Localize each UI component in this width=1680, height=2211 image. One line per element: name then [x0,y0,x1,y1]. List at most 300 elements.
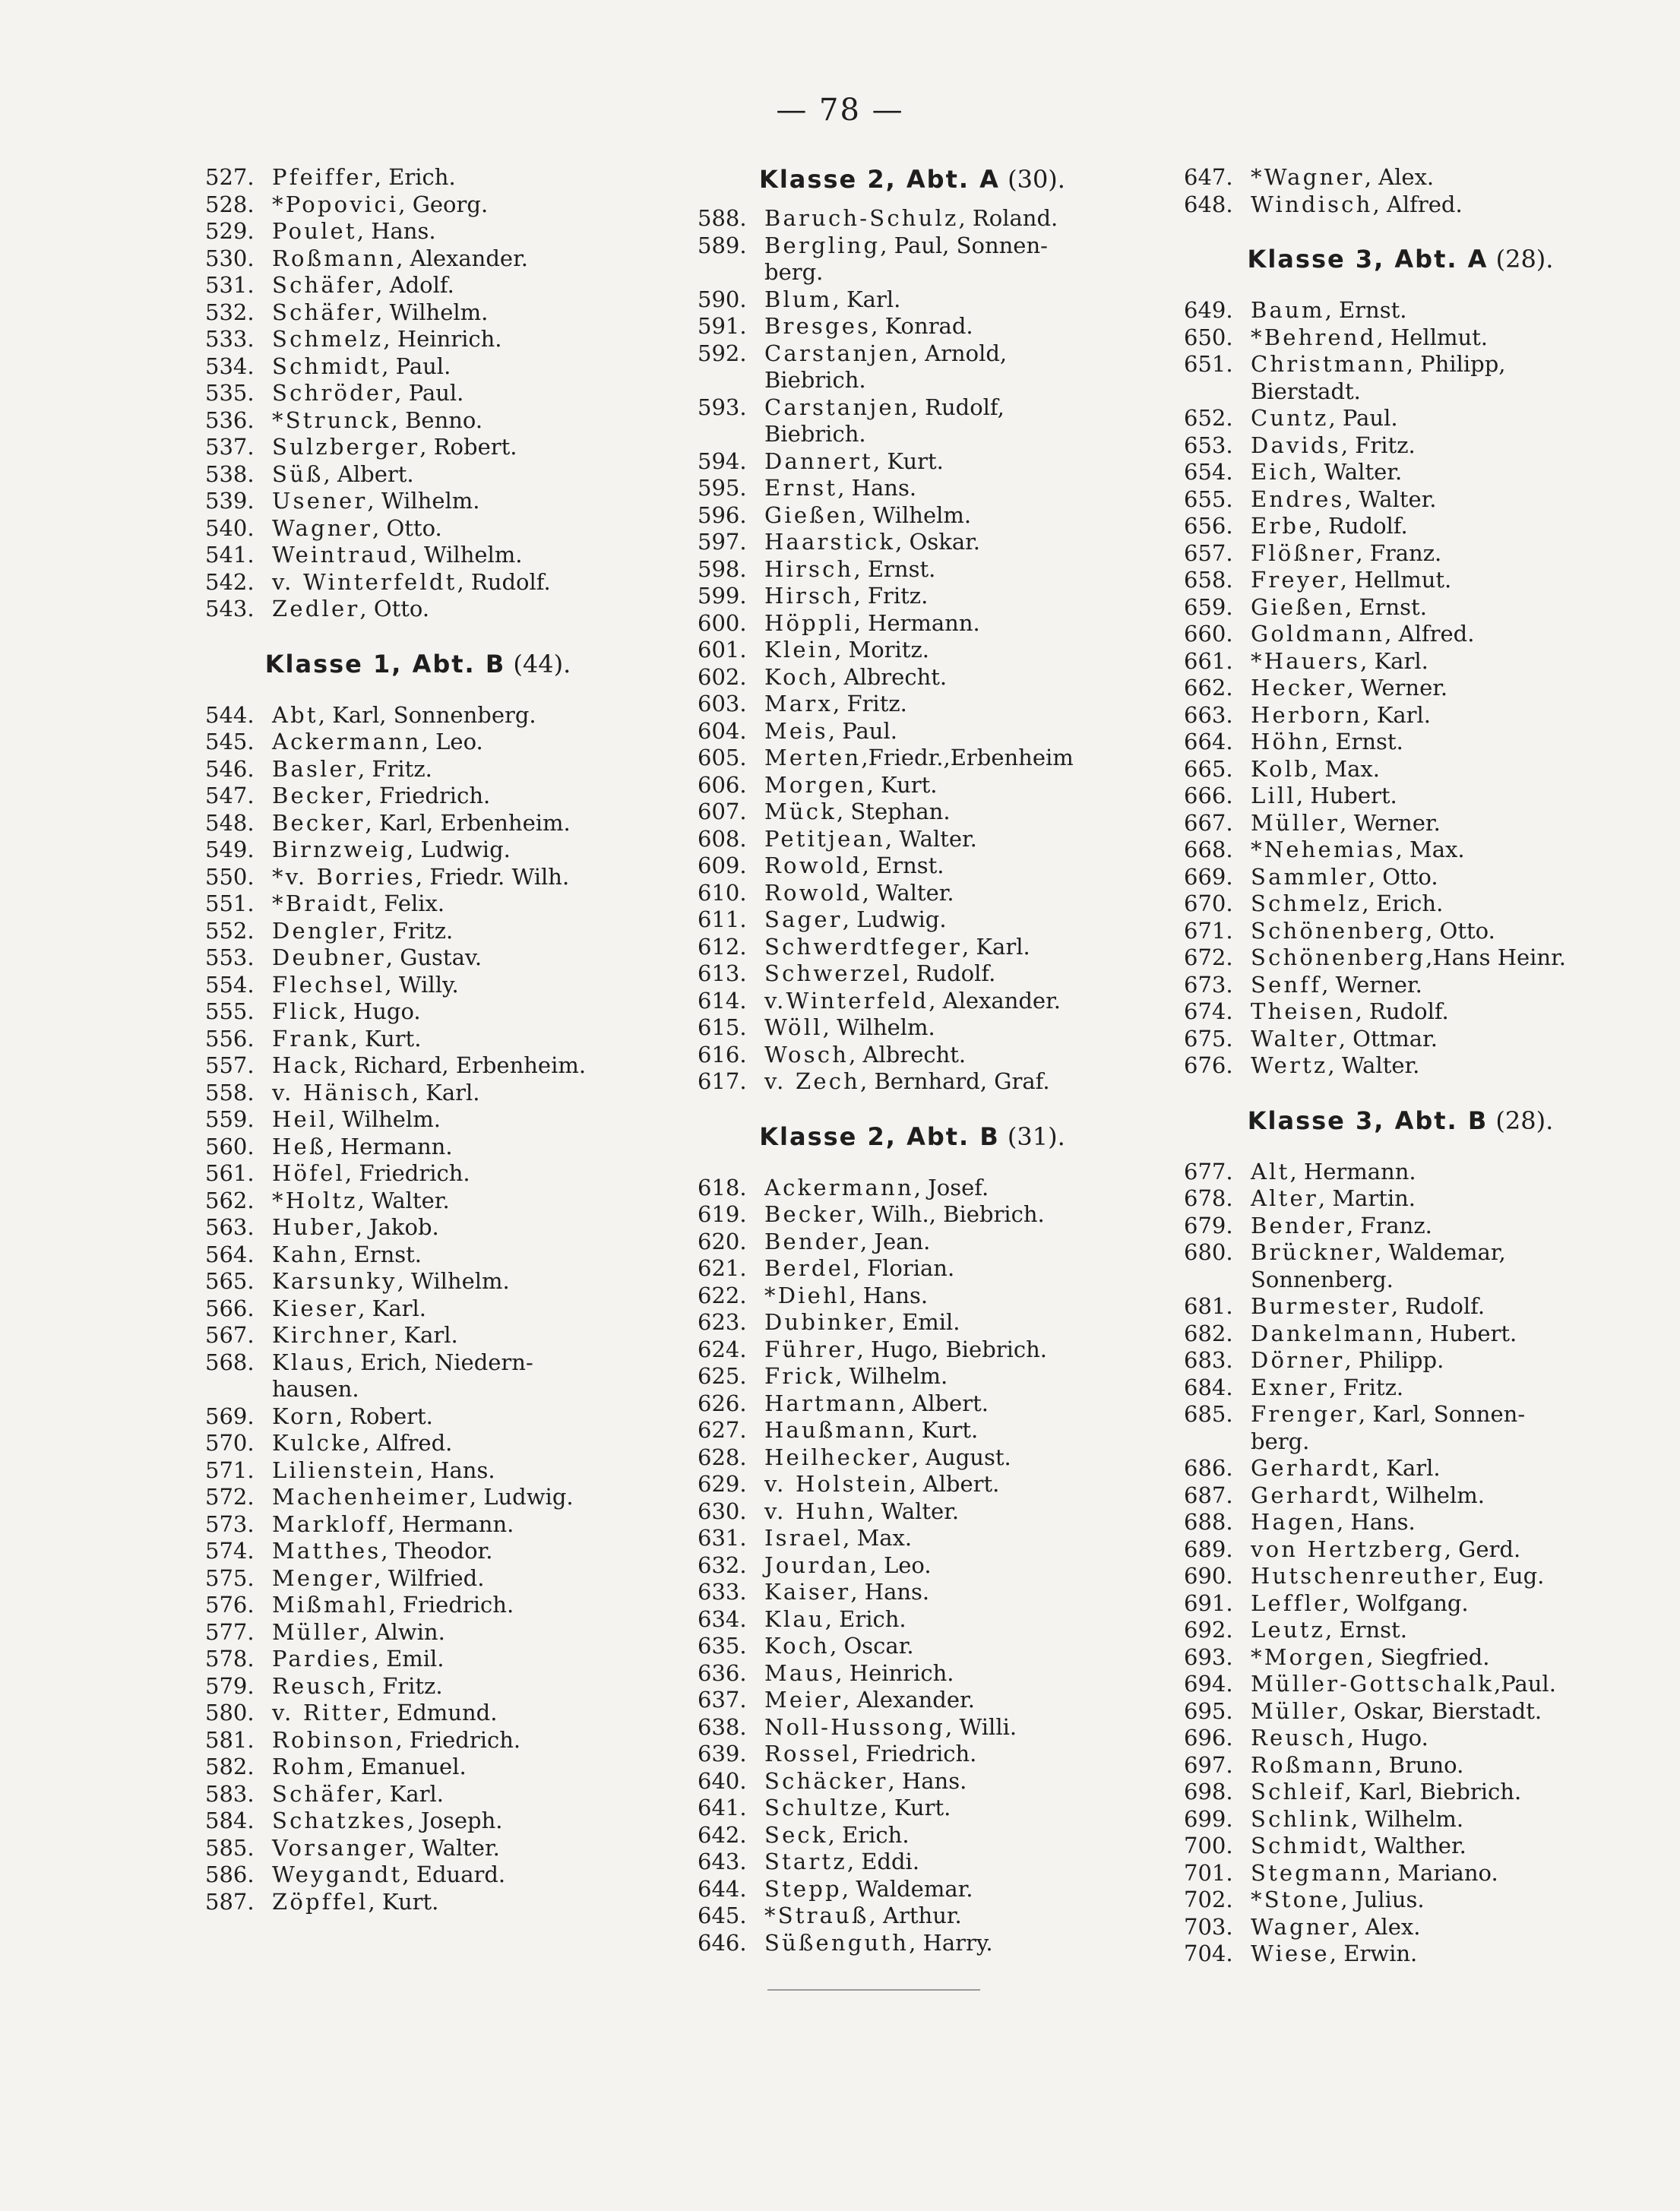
entry-details: , Alex. [1351,1913,1421,1940]
entry-surname: Rohm [272,1754,347,1779]
entry-surname: Schultze [764,1795,881,1820]
list-item [205,164,631,191]
entry-surname: Blum [764,286,833,312]
entry-body [1251,864,1438,891]
entry-surname: Hartmann [764,1390,898,1416]
entry-body [272,972,459,999]
entry-surname: Petitjean [764,825,885,852]
list-item [205,1052,631,1080]
entry-details: , Karl. [1372,1455,1441,1481]
entry-surname: Rowold [764,879,862,906]
entry-surname: Roßmann [272,245,397,271]
entry-surname: Endres [1251,486,1345,512]
entry-surname: Zedler [272,596,360,622]
entry-body [1251,297,1406,324]
list-item [205,461,631,489]
entry-body [1251,729,1403,756]
entry-details: , Alwin. [361,1618,445,1645]
list-item [205,353,631,381]
entry-details: , Eug. [1479,1563,1545,1589]
entry-body [764,664,947,691]
entry-surname: Schmidt [1251,1833,1361,1858]
list-item [1184,972,1617,999]
entry-surname: Usener [272,488,368,514]
section-heading-count: (31). [1007,1121,1065,1151]
entry-surname: Morgen [764,771,867,798]
entry-surname: Alter [1251,1185,1318,1211]
entry-number: 638. [698,1713,747,1740]
entry-body [1251,1052,1419,1080]
entry-number: 528. [205,191,255,217]
entry-surname: Meis [764,717,828,744]
entry-details: , Wilhelm. [410,542,523,568]
entry-details: , Bernhard, Graf. [860,1068,1050,1094]
entry-details: , Benno. [391,406,483,433]
entry-surname: *Behrend [1251,324,1377,350]
list-item [1184,810,1617,837]
entry-details: , Waldemar. [841,1875,973,1902]
entry-body [272,1080,479,1107]
list-item [698,880,1127,907]
entry-body [1251,1185,1416,1213]
entry-surname: Weygandt [272,1861,403,1887]
list-item [1184,783,1617,810]
entry-surname: Schwerdtfeger [764,933,962,960]
list-item [205,569,631,596]
entry-surname: Leutz [1251,1617,1326,1643]
list-item [698,745,1127,772]
list-item [205,810,631,837]
entry-body [1251,810,1441,837]
entry-details: , Konrad. [871,313,973,339]
entry-body [764,772,938,799]
entry-body [1251,1644,1489,1672]
entry-number: 606. [698,771,747,798]
entry-body [764,232,1048,286]
entry-body [1251,567,1451,594]
entry-body [764,718,897,745]
entry-surname: Dubinker [764,1309,888,1335]
entry-details: , Emil. [887,1309,960,1335]
entry-surname: *Strunck [272,406,391,433]
list-item [698,1444,1127,1472]
list-item [1184,1401,1617,1455]
entry-details: , Hugo, Biebrich. [856,1336,1048,1362]
entry-body [1251,1725,1428,1752]
entry-details: , Alex. [1364,164,1435,190]
list-item [205,272,631,299]
entry-number: 700. [1184,1833,1233,1858]
entry-number: 695. [1184,1697,1233,1724]
entry-body [764,745,1074,772]
entry-surname: Haußmann [764,1417,908,1443]
entry-number: 567. [205,1322,255,1348]
entry-details: , Karl. [358,1295,426,1321]
entry-body [1251,540,1441,568]
list-item [698,583,1127,610]
list-item [698,691,1127,718]
entry-surname: Kolb [1251,755,1311,782]
section-heading-count: (28). [1495,1106,1554,1135]
entry-body [764,1606,906,1634]
entry-surname: Höhn [1251,729,1321,754]
entry-surname: Brückner [1251,1239,1375,1265]
entry-surname: Hagen [1251,1509,1337,1535]
entry-number: 575. [205,1564,255,1591]
entry-body [272,1646,445,1673]
entry-body [1251,1806,1463,1833]
entry-details: , Emanuel. [346,1754,467,1779]
entry-number: 703. [1184,1913,1233,1940]
entry-number: 598. [698,555,747,582]
entry-number: 603. [698,691,747,716]
entry-number: 672. [1184,944,1233,970]
entry-details: , Hans. [837,475,917,501]
entry-number: 628. [698,1444,747,1470]
entry-surname: Rossel [764,1741,852,1767]
entry-details: , Mariano. [1384,1859,1498,1886]
list-item [1184,1833,1617,1860]
entry-number: 544. [205,701,255,728]
list-item [1184,1914,1617,1941]
list-item [698,205,1127,232]
entry-surname: Dengler [272,917,379,944]
entry-details: , Fritz. [853,583,929,609]
entry-body [764,1471,999,1498]
entry-details: , Philipp. [1344,1347,1444,1373]
list-item [1184,864,1617,891]
entry-details: , Friedrich. [365,783,491,808]
entry-number: 552. [205,917,255,944]
list-item [698,1363,1127,1390]
entry-body [272,1322,458,1349]
list-item [1184,351,1617,405]
entry-surname: Kirchner [272,1322,391,1348]
entry-body [272,1430,452,1457]
entry-number: 614. [698,987,747,1014]
entry-number: 541. [205,542,255,568]
entry-surname: Müller [1251,1697,1340,1724]
list-item [1184,1536,1617,1564]
entry-details: , Eddi. [846,1849,920,1874]
list-item [1184,621,1617,648]
entry-surname: *Wagner [1251,164,1365,190]
entry-number: 637. [698,1687,747,1713]
entry-body [1251,1239,1506,1293]
entry-number: 627. [698,1417,747,1443]
entry-number: 562. [205,1187,255,1213]
entry-number: 607. [698,799,747,824]
entry-surname: Birnzweig [272,837,407,862]
entry-surname: Noll-Hussong [764,1713,946,1740]
list-item [1184,1185,1617,1213]
entry-surname: Poulet [272,218,357,244]
entry-details: , Paul. [381,353,451,379]
section-heading [698,164,1127,195]
entry-surname: Süßenguth [764,1929,910,1956]
entry-surname: Koch [764,663,831,690]
entry-number: 618. [698,1174,747,1200]
entry-body [272,299,488,327]
list-item [1184,432,1617,460]
entry-details: , Karl, Sonnenberg. [318,701,536,728]
entry-surname: Startz [764,1849,847,1874]
entry-surname: Ernst [764,475,838,501]
list-item [1184,486,1617,514]
entry-details: , Florian. [853,1255,955,1281]
entry-details: , Otto. [1368,863,1438,890]
entry-details: , Wilfried. [374,1564,485,1591]
entry-surname: v. Huhn [764,1498,868,1524]
list-item [698,1876,1127,1903]
entry-body [764,556,935,584]
entry-details: , Ernst. [862,852,944,878]
entry-surname: Windisch [1251,191,1373,217]
entry-details: , Fritz. [833,691,907,716]
list-item [698,502,1127,530]
list-item [698,556,1127,584]
entry-details: , Hugo. [339,998,421,1024]
entry-surname: Kulcke [272,1430,363,1456]
entry-surname: v. Winterfeldt [272,568,457,595]
entry-surname: Christmann [1251,351,1406,377]
entry-body [764,1714,1017,1741]
list-item [205,1026,631,1053]
entry-body [1251,351,1506,405]
entry-continuation: Biebrich. [764,421,866,447]
page-number: — 78 — [776,93,904,128]
entry-body [1251,1617,1407,1644]
entry-details: , Karl, Biebrich. [1344,1779,1522,1805]
entry-surname: Schönenberg [1251,944,1426,970]
entry-details: , Karl. [390,1322,458,1348]
entry-number: 596. [698,501,747,528]
entry-body [764,502,971,530]
entry-details: , Erwin. [1329,1941,1418,1966]
entry-body [1251,648,1428,675]
entry-details: , Hans. [416,1457,495,1483]
entry-surname: Vorsanger [272,1834,408,1861]
section-heading-label: Klasse 3, Abt. A [1247,245,1489,274]
entry-surname: Carstanjen [764,394,911,420]
list-item [698,637,1127,664]
entry-details: , Albert. [909,1471,1000,1497]
entry-body [1251,1159,1416,1186]
entry-details: , Paul. [1328,405,1398,431]
entry-body [764,1579,929,1606]
list-item [1184,1509,1617,1536]
entry-details: , Karl. [832,286,901,312]
entry-number: 570. [205,1430,255,1456]
entry-details: , Max. [1395,837,1465,862]
entry-surname: Rowold [764,852,862,878]
entry-number: 663. [1184,701,1233,728]
entry-number: 693. [1184,1643,1233,1670]
entry-number: 546. [205,755,255,782]
list-item [698,1255,1127,1283]
entry-number: 548. [205,809,255,836]
list-item [698,394,1127,448]
entry-number: 660. [1184,621,1233,647]
entry-surname: Wagner [1251,1913,1352,1940]
entry-details: , Friedrich. [395,1726,521,1753]
entry-number: 551. [205,890,255,916]
entry-number: 692. [1184,1617,1233,1643]
entry-number: 553. [205,944,255,970]
entry-number: 609. [698,852,747,878]
list-item [698,1660,1127,1688]
entry-body [272,1349,533,1403]
list-item [205,890,631,918]
entry-number: 600. [698,609,747,636]
entry-surname: Ackermann [764,1174,914,1200]
entry-number: 647. [1184,164,1233,190]
entry-details: , Walter. [1344,486,1437,512]
list-item [205,1349,631,1403]
list-item [698,1498,1127,1526]
entry-surname: Maus [764,1659,836,1686]
list-item [205,1754,631,1781]
entry-number: 592. [698,340,747,366]
entry-number: 665. [1184,755,1233,782]
entry-body [272,1727,520,1754]
entry-number: 574. [205,1538,255,1564]
entry-body [1251,594,1427,622]
entry-number: 674. [1184,998,1233,1024]
entry-body [1251,1455,1441,1482]
entry-details: , Alfred. [1372,191,1463,217]
entry-number: 531. [205,272,255,298]
entry-details: , Fritz. [1329,1374,1404,1400]
entry-details: , Felix. [369,890,445,916]
entry-number: 677. [1184,1158,1233,1185]
entry-details: , Wilhelm. [1351,1805,1464,1832]
list-item [205,1160,631,1188]
entry-body [272,488,480,515]
entry-surname: Roßmann [1251,1751,1375,1778]
entry-details: , Walter. [862,879,954,906]
list-item [698,1741,1127,1768]
entry-number: 649. [1184,297,1233,323]
entry-number: 578. [205,1646,255,1672]
entry-number: 671. [1184,917,1233,944]
entry-surname: Müller [1251,809,1340,836]
list-item [205,1592,631,1619]
entry-details: , Erich. [824,1605,906,1632]
entry-body [272,515,442,542]
entry-body [1251,1887,1425,1914]
entry-number: 615. [698,1014,747,1040]
entry-number: 569. [205,1403,255,1429]
entry-body [272,1268,510,1295]
entry-number: 690. [1184,1563,1233,1589]
entry-number: 616. [698,1041,747,1068]
entry-body [1251,1833,1466,1860]
entry-details: , Paul. [827,717,897,744]
entry-body [764,1498,959,1526]
entry-number: 617. [698,1068,747,1094]
list-item [698,1068,1127,1096]
entry-surname: Theisen [1251,998,1356,1024]
entry-details: , Oskar, Bierstadt. [1340,1697,1542,1724]
entry-surname: Senff [1251,971,1322,998]
entry-surname: Koch [764,1633,831,1659]
entry-surname: Pardies [272,1646,372,1672]
list-item [1184,540,1617,568]
entry-surname: Lill [1251,783,1296,808]
entry-body [272,326,502,353]
entry-number: 639. [698,1741,747,1767]
entry-surname: Dankelmann [1251,1320,1416,1346]
entry-surname: Kahn [272,1241,340,1267]
entry-number: 669. [1184,863,1233,890]
list-item [698,1903,1127,1930]
entry-details: , Albert. [897,1390,989,1416]
entry-body [764,394,1005,448]
entry-body [764,637,929,664]
list-item [205,1511,631,1539]
entry-body [1251,1941,1417,1968]
entry-details: , Otto. [1425,917,1495,944]
entry-surname: Heilhecker [764,1444,912,1470]
entry-details: , Otto. [359,596,430,622]
entry-details: , Rudolf. [1314,513,1408,539]
entry-surname: Carstanjen [764,340,911,366]
entry-number: 590. [698,286,747,312]
list-item [205,756,631,783]
entry-continuation: Sonnenberg. [1251,1266,1394,1292]
list-item [698,1201,1127,1229]
entry-number: 689. [1184,1536,1233,1562]
entry-details: , Otto. [372,514,442,541]
entry-surname: Stegmann [1251,1859,1384,1886]
entry-surname: Klein [764,637,835,663]
entry-body [1251,405,1398,432]
list-item [698,1633,1127,1660]
entry-body [764,852,944,880]
entry-details: , Theodor. [381,1538,493,1564]
entry-surname: Wöll [764,1014,823,1040]
entry-details: , Heinrich. [835,1659,954,1686]
entry-body [272,1700,497,1727]
entry-surname: Flößner [1251,539,1356,566]
entry-number: 572. [205,1484,255,1510]
entry-surname: Flechsel [272,971,385,998]
entry-number: 573. [205,1510,255,1537]
entry-body [764,1363,948,1390]
entry-number: 688. [1184,1509,1233,1535]
list-item [698,1525,1127,1552]
entry-number: 576. [205,1592,255,1618]
entry-details: , Friedrich. [344,1160,470,1186]
entry-surname: Matthes [272,1538,381,1564]
entry-surname: Hack [272,1052,340,1078]
entry-details: , Walter. [357,1187,450,1213]
entry-details: , Gerd. [1444,1536,1521,1562]
list-item [205,1080,631,1107]
list-item [698,1014,1127,1042]
entry-body [764,1309,960,1336]
entry-surname: Schäcker [764,1767,888,1794]
entry-surname: Kaiser [764,1579,851,1605]
list-item [698,1283,1127,1310]
list-item [205,1430,631,1457]
entry-surname: Reusch [272,1672,369,1699]
list-item [698,286,1127,314]
entry-surname: Weintraud [272,542,410,568]
entry-surname: Davids [1251,432,1341,458]
entry-body [764,988,1061,1015]
